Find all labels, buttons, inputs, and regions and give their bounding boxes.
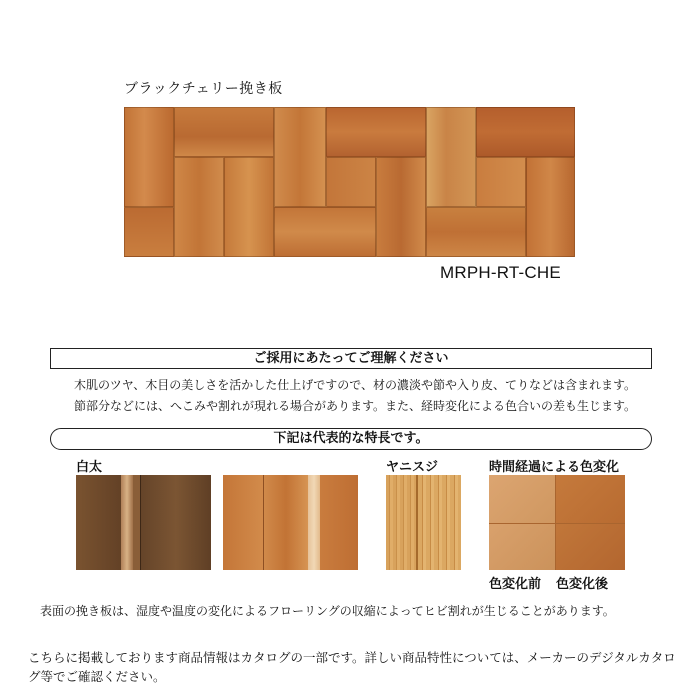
feature-label-pitch-streak: ヤニスジ [386, 460, 439, 475]
color-change-swatch [489, 475, 625, 570]
pitch-streak-swatch [386, 475, 461, 570]
product-code: MRPH-RT-CHE [440, 263, 561, 282]
color-after-panel [555, 523, 625, 570]
sapwood-swatch-light [223, 475, 358, 570]
plank [124, 207, 174, 257]
color-after-panel [555, 475, 625, 523]
plank [174, 157, 224, 257]
feature-label-color-change: 時間経過による色変化 [489, 460, 620, 475]
caption-after: 色変化後 [556, 577, 609, 592]
plank [476, 157, 526, 207]
product-title: ブラックチェリー挽き板 [124, 81, 283, 97]
sapwood-swatch-dark [76, 475, 211, 570]
plank [326, 107, 426, 157]
plank [376, 157, 426, 257]
notice-line: 木肌のツヤ、木目の美しさを活かした仕上げですので、材の濃淡や節や入り皮、てりなどは含まれます。 [73, 378, 637, 392]
plank [426, 107, 476, 207]
plank [426, 207, 526, 257]
plank [124, 107, 174, 207]
plank [274, 207, 376, 257]
plank [274, 107, 326, 207]
plank [174, 107, 274, 157]
color-before-panel [489, 475, 555, 523]
notice-line: 節部分などには、へこみや割れが現れる場合があります。また、経時変化による色合いの差も生じます。 [73, 399, 637, 413]
plank [224, 157, 274, 257]
plank [526, 157, 575, 257]
caption-before: 色変化前 [489, 577, 542, 592]
color-before-panel [489, 523, 555, 570]
product-image [124, 107, 575, 257]
notice-heading: ご採用にあたってご理解ください [50, 348, 652, 369]
plank [326, 157, 376, 207]
disclaimer: こちらに掲載しております商品情報はカタログの一部です。詳しい商品特性については、メーカーのデジタルカタログ等でご確認ください。 [28, 650, 676, 684]
surface-note: 表面の挽き板は、湿度や温度の変化によるフローリングの収縮によってヒビ割れが生じることがあります。 [40, 604, 615, 618]
features-heading: 下記は代表的な特長です。 [50, 428, 652, 450]
divider [489, 523, 625, 524]
feature-label-sapwood: 白太 [76, 460, 103, 475]
plank [476, 107, 575, 157]
